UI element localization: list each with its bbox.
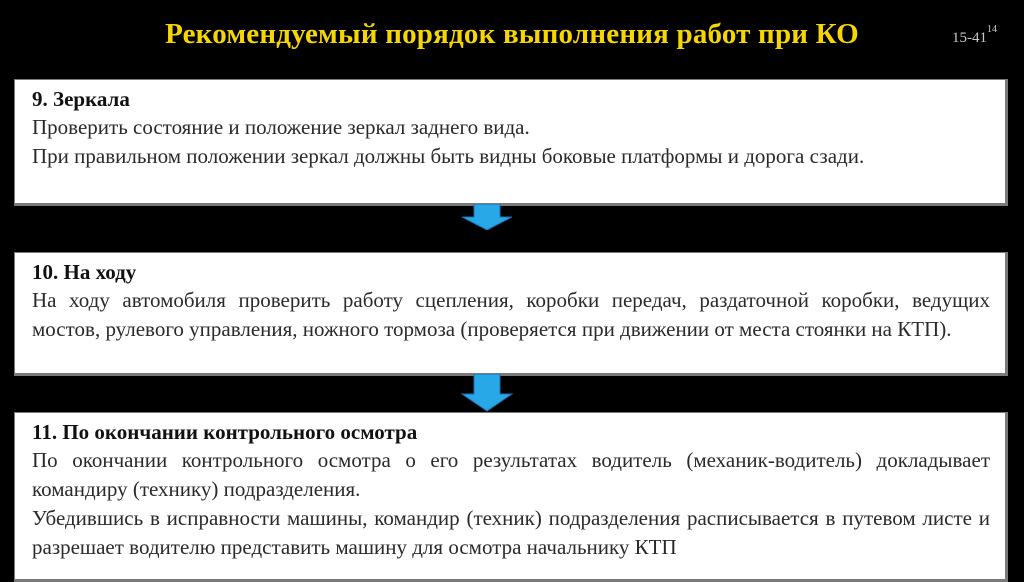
- section-paragraph: По окончании контрольного осмотра о его результатах водитель (механик-водитель) докладывает командиру (технику) подразделения.: [32, 448, 990, 501]
- down-arrow-icon: [460, 374, 514, 412]
- section-heading: 9. Зеркала: [32, 87, 130, 111]
- section-heading: 10. На ходу: [32, 260, 137, 284]
- slide-number: [952, 24, 997, 47]
- slide-number-sup: 14: [987, 24, 997, 35]
- slide-title: Рекомендуемый порядок выполнения работ при КО: [165, 18, 859, 50]
- down-arrow-icon: [460, 204, 514, 230]
- section-paragraph: Убедившись в исправности машины, командир (техник) подразделения расписывается в путевом листе и разрешает водителю представить машину для осмотра начальнику КТП: [32, 506, 990, 559]
- section-on-the-move: [14, 252, 1008, 376]
- section-heading: 11. По окончании контрольного осмотра: [32, 420, 418, 444]
- section-paragraph: На ходу автомобиля проверить работу сцепления, коробки передач, раздаточной коробки, ведущих мостов, рулевого управления, ножного тормоза (проверяется при движении от места стоянки на КТП).: [32, 288, 990, 341]
- slide-number-main: 15-41: [952, 30, 987, 46]
- section-paragraph: Проверить состояние и положение зеркал заднего вида.: [32, 115, 530, 139]
- section-after-inspection: [14, 412, 1008, 582]
- section-mirrors: [14, 79, 1008, 206]
- section-paragraph: При правильном положении зеркал должны быть видны боковые платформы и дорога сзади.: [32, 144, 865, 168]
